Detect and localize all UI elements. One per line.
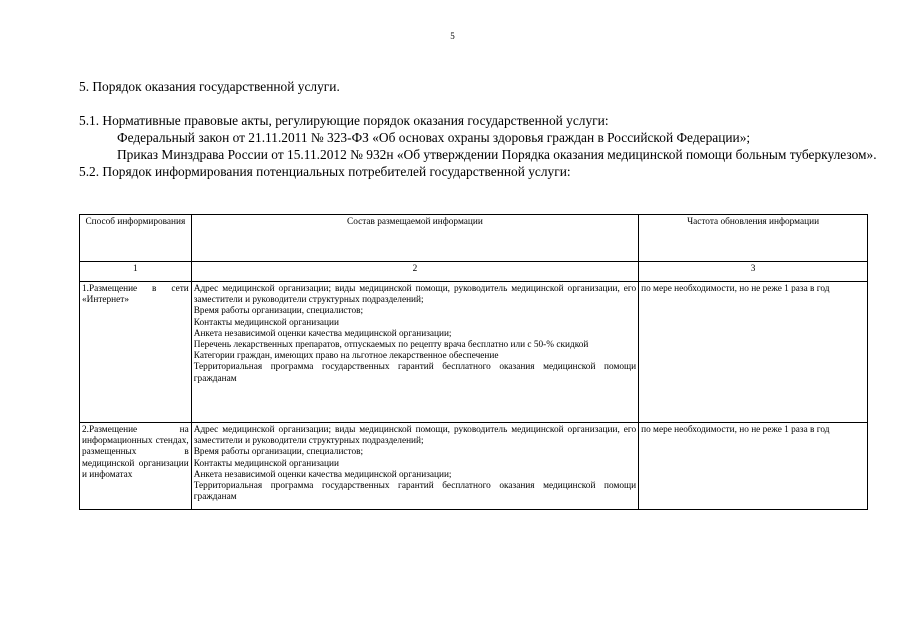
column-number: 2 bbox=[191, 262, 638, 282]
info-line: Анкета независимой оценки качества медицинской организации; bbox=[193, 328, 452, 339]
column-number: 1 bbox=[80, 262, 192, 282]
info-line: Категории граждан, имеющих право на льготное лекарственное обеспечение bbox=[193, 351, 499, 362]
column-number: 3 bbox=[639, 262, 868, 282]
info-line: Адрес медицинской организации; виды медицинской помощи, руководитель медицинской организации, его заместители и руководители структурных подразделений; bbox=[193, 425, 637, 447]
info-cell bbox=[191, 282, 638, 423]
table-row bbox=[80, 423, 868, 510]
info-line: Перечень лекарственных препаратов, отпускаемых по рецепту врача бесплатно или с 50-% скидкой bbox=[193, 340, 589, 351]
section-5-heading: 5. Порядок оказания государственной услуги. bbox=[79, 79, 340, 94]
act-federal-law: Федеральный закон от 21.11.2011 № 323-ФЗ «Об основах охраны здоровья граждан в Российской Федерации»; bbox=[117, 130, 751, 145]
info-line: Анкета независимой оценки качества медицинской организации; bbox=[193, 469, 452, 480]
method-cell: 2.Размещение на информационных стендах, размещенных в медицинской организации и инфоматах bbox=[80, 423, 192, 510]
header-method: Способ информирования bbox=[80, 215, 192, 262]
header-frequency: Частота обновления информации bbox=[639, 215, 868, 262]
info-line: Время работы организации, специалистов; bbox=[193, 306, 364, 317]
method-cell: 1.Размещение в сети «Интернет» bbox=[80, 282, 192, 423]
info-line: Контакты медицинской организации bbox=[193, 317, 339, 328]
act-ministry-order: Приказ Минздрава России от 15.11.2012 № 932н «Об утверждении Порядка оказания медицинской помощи больным туберкулезом». bbox=[117, 147, 877, 162]
info-line: Контакты медицинской организации bbox=[193, 458, 339, 469]
info-line: Время работы организации, специалистов; bbox=[193, 447, 364, 458]
header-info: Состав размещаемой информации bbox=[191, 215, 638, 262]
info-line: Территориальная программа государственных гарантий бесплатного оказания медицинской помощи гражданам bbox=[193, 362, 637, 384]
frequency-cell: по мере необходимости, но не реже 1 раза в год bbox=[639, 282, 868, 423]
page-number: 5 bbox=[450, 31, 455, 41]
section-5-1-heading: 5.1. Нормативные правовые акты, регулирующие порядок оказания государственной услуги: bbox=[79, 113, 609, 128]
section-5-2-heading: 5.2. Порядок информирования потенциальных потребителей государственной услуги: bbox=[79, 164, 571, 179]
table-number-row bbox=[80, 262, 868, 282]
section-5-1-block bbox=[79, 112, 879, 180]
info-line: Адрес медицинской организации; виды медицинской помощи, руководитель медицинской организации, его заместители и руководители структурных подразделений; bbox=[193, 284, 637, 306]
information-table bbox=[79, 214, 868, 510]
info-cell bbox=[191, 423, 638, 510]
table-row bbox=[80, 282, 868, 423]
table-header-row bbox=[80, 215, 868, 262]
frequency-cell: по мере необходимости, но не реже 1 раза в год bbox=[639, 423, 868, 510]
info-line: Территориальная программа государственных гарантий бесплатного оказания медицинской помощи гражданам bbox=[193, 481, 637, 503]
